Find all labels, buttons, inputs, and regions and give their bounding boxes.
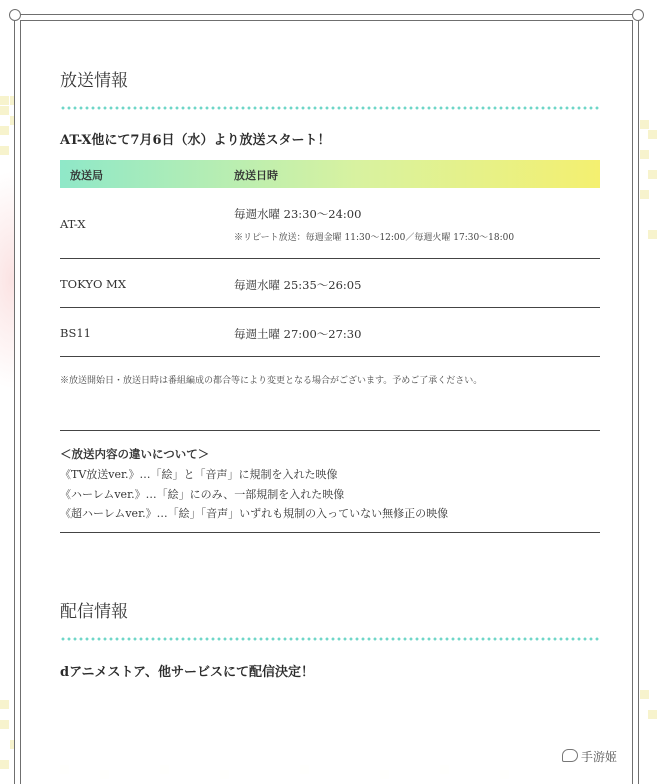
frame-corner <box>9 9 21 21</box>
watermark-text: 手游姬 <box>581 750 618 764</box>
difference-line: 《ハーレムver.》…「絵」にのみ、一部規制を入れた映像 <box>60 488 345 501</box>
header-station: 放送局 <box>70 169 103 182</box>
broadcast-title: 放送情報 <box>60 71 128 91</box>
difference-line: 《超ハーレムver.》…「絵」「音声」いずれも規制の入っていない無修正の映像 <box>60 507 449 520</box>
broadcast-time: 毎週水曜 23:30～24:00 <box>234 207 362 221</box>
watermark <box>562 748 617 765</box>
broadcast-lead: AT-X他にて7月6日（水）より放送スタート！ <box>60 133 331 148</box>
repeat-note: ※リピート放送：毎週金曜 11:30～12:00／毎週火曜 17:30～18:00 <box>234 233 515 243</box>
header-schedule: 放送日時 <box>234 169 278 182</box>
divider <box>60 430 600 431</box>
distribution-title: 配信情報 <box>60 602 128 622</box>
station-name: AT-X <box>60 217 86 231</box>
broadcast-time: 毎週土曜 27:00～27:30 <box>234 327 362 341</box>
frame-corner <box>632 9 644 21</box>
difference-line: 《TV放送ver.》…「絵」と「音声」に規制を入れた映像 <box>60 468 338 481</box>
dotted-divider <box>60 106 600 110</box>
wechat-icon <box>562 749 578 762</box>
table-row <box>60 188 600 259</box>
station-name: BS11 <box>60 326 91 340</box>
dotted-divider <box>60 637 600 641</box>
table-row <box>60 308 600 357</box>
disclaimer: ※放送開始日・放送日時は番組編成の都合等により変更となる場合がございます。予めご了承ください。 <box>60 376 483 386</box>
distribution-lead: dアニメストア、他サービスにて配信決定！ <box>60 665 315 680</box>
divider <box>60 532 600 533</box>
broadcast-time: 毎週水曜 25:35～26:05 <box>234 278 362 292</box>
schedule-table-header <box>60 160 600 188</box>
table-row <box>60 259 600 308</box>
differences-title: ＜放送内容の違いについて＞ <box>60 447 210 461</box>
station-name: TOKYO MX <box>60 277 127 291</box>
